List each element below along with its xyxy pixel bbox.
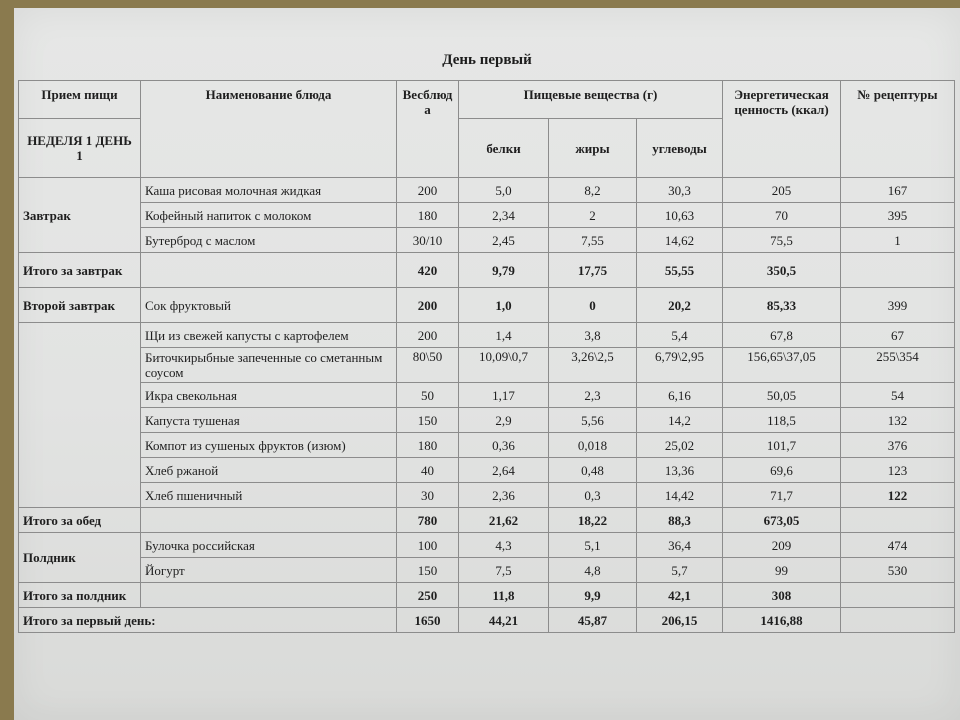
energy-cell: 50,05 [723,383,841,408]
weight-cell: 250 [397,583,459,608]
table-row [19,383,955,408]
proteins-cell: 5,0 [459,178,549,203]
dish-name: Кофейный напиток с молоком [141,203,397,228]
recipe-cell: 67 [841,323,955,348]
carbs-cell: 5,7 [637,558,723,583]
energy-cell: 85,33 [723,288,841,323]
fats-cell: 2 [549,203,637,228]
dish-name: Биточкирыбные запеченные со сметанным соусом [141,348,397,383]
carbs-cell: 88,3 [637,508,723,533]
total-row [19,583,955,608]
total-label: Итого за полдник [19,583,141,608]
weight-cell: 200 [397,178,459,203]
table-row [19,203,955,228]
recipe-cell: 123 [841,458,955,483]
carbs-cell: 55,55 [637,253,723,288]
carbs-cell: 6,16 [637,383,723,408]
energy-cell: 308 [723,583,841,608]
recipe-cell: 1 [841,228,955,253]
header-row-1 [19,81,955,119]
menu-table [18,80,955,633]
proteins-cell: 2,64 [459,458,549,483]
energy-cell: 205 [723,178,841,203]
fats-cell: 45,87 [549,608,637,633]
dish-name: Компот из сушеных фруктов (изюм) [141,433,397,458]
energy-cell: 118,5 [723,408,841,433]
energy-cell: 99 [723,558,841,583]
recipe-cell [841,253,955,288]
dish-name: Бутерброд с маслом [141,228,397,253]
carbs-cell: 42,1 [637,583,723,608]
dish-name: Хлеб пшеничный [141,483,397,508]
fats-cell: 17,75 [549,253,637,288]
weight-cell: 200 [397,323,459,348]
recipe-cell [841,508,955,533]
proteins-cell: 21,62 [459,508,549,533]
weight-cell: 150 [397,408,459,433]
dish-name: Капуста тушеная [141,408,397,433]
proteins-cell: 2,9 [459,408,549,433]
dish-name: Йогурт [141,558,397,583]
weight-cell: 100 [397,533,459,558]
carbs-cell: 14,62 [637,228,723,253]
fats-cell: 8,2 [549,178,637,203]
weight-cell: 780 [397,508,459,533]
carbs-cell: 30,3 [637,178,723,203]
empty-cell [141,583,397,608]
table-row [19,458,955,483]
proteins-cell: 2,45 [459,228,549,253]
energy-cell: 350,5 [723,253,841,288]
proteins-cell: 1,0 [459,288,549,323]
table-row [19,288,955,323]
proteins-cell: 7,5 [459,558,549,583]
recipe-cell: 167 [841,178,955,203]
weight-cell: 80\50 [397,348,459,383]
recipe-cell: 376 [841,433,955,458]
total-row [19,508,955,533]
table-row [19,323,955,348]
recipe-cell: 122 [841,483,955,508]
weight-cell: 150 [397,558,459,583]
meal-lunch-cell [19,323,141,508]
weight-cell: 50 [397,383,459,408]
carbs-cell: 10,63 [637,203,723,228]
recipe-cell: 132 [841,408,955,433]
header-carbs: углеводы [637,119,723,178]
carbs-cell: 5,4 [637,323,723,348]
proteins-cell: 1,17 [459,383,549,408]
proteins-cell: 11,8 [459,583,549,608]
grand-total-label: Итого за первый день: [19,608,397,633]
fats-cell: 5,56 [549,408,637,433]
weight-cell: 180 [397,433,459,458]
empty-cell [141,253,397,288]
dish-name: Щи из свежей капусты с картофелем [141,323,397,348]
table-row [19,558,955,583]
fats-cell: 7,55 [549,228,637,253]
total-label: Итого за завтрак [19,253,141,288]
weight-cell: 40 [397,458,459,483]
fats-cell: 18,22 [549,508,637,533]
recipe-cell: 255\354 [841,348,955,383]
header-meal: Прием пищи [19,81,141,119]
table-row [19,178,955,203]
dish-name: Булочка российская [141,533,397,558]
energy-cell: 156,65\37,05 [723,348,841,383]
table-row [19,228,955,253]
header-energy: Энергетическая ценность (ккал) [723,81,841,178]
weight-cell: 30 [397,483,459,508]
weight-cell: 180 [397,203,459,228]
fats-cell: 5,1 [549,533,637,558]
fats-cell: 3,8 [549,323,637,348]
recipe-cell: 530 [841,558,955,583]
weight-cell: 30/10 [397,228,459,253]
total-label: Итого за обед [19,508,141,533]
total-row [19,253,955,288]
energy-cell: 209 [723,533,841,558]
meal-snack: Полдник [19,533,141,583]
header-weight: Весблюда [397,81,459,178]
fats-cell: 0,018 [549,433,637,458]
header-dish: Наименование блюда [141,81,397,178]
proteins-cell: 9,79 [459,253,549,288]
proteins-cell: 10,09\0,7 [459,348,549,383]
proteins-cell: 2,36 [459,483,549,508]
energy-cell: 70 [723,203,841,228]
recipe-cell: 395 [841,203,955,228]
table-row [19,483,955,508]
empty-cell [141,508,397,533]
weight-cell: 420 [397,253,459,288]
fats-cell: 0,48 [549,458,637,483]
energy-cell: 1416,88 [723,608,841,633]
energy-cell: 673,05 [723,508,841,533]
recipe-cell [841,583,955,608]
fats-cell: 9,9 [549,583,637,608]
recipe-cell: 54 [841,383,955,408]
header-fats: жиры [549,119,637,178]
table-row [19,433,955,458]
table-row [19,533,955,558]
fats-cell: 0 [549,288,637,323]
carbs-cell: 20,2 [637,288,723,323]
carbs-cell: 206,15 [637,608,723,633]
proteins-cell: 4,3 [459,533,549,558]
table-row [19,408,955,433]
proteins-cell: 2,34 [459,203,549,228]
dish-name: Хлеб ржаной [141,458,397,483]
header-recipe: № рецептуры [841,81,955,178]
proteins-cell: 44,21 [459,608,549,633]
dish-name: Икра свекольная [141,383,397,408]
dish-name: Каша рисовая молочная жидкая [141,178,397,203]
dish-name: Сок фруктовый [141,288,397,323]
recipe-cell: 474 [841,533,955,558]
energy-cell: 101,7 [723,433,841,458]
header-proteins: белки [459,119,549,178]
weight-cell: 1650 [397,608,459,633]
meal-breakfast: Завтрак [19,178,141,253]
energy-cell: 71,7 [723,483,841,508]
document-title: День первый [442,52,532,68]
recipe-cell: 399 [841,288,955,323]
meal-second-breakfast: Второй завтрак [19,288,141,323]
header-nutrients: Пищевые вещества (г) [459,81,723,119]
proteins-cell: 0,36 [459,433,549,458]
carbs-cell: 6,79\2,95 [637,348,723,383]
energy-cell: 69,6 [723,458,841,483]
table-row [19,348,955,383]
fats-cell: 0,3 [549,483,637,508]
fats-cell: 3,26\2,5 [549,348,637,383]
proteins-cell: 1,4 [459,323,549,348]
energy-cell: 75,5 [723,228,841,253]
weight-cell: 200 [397,288,459,323]
energy-cell: 67,8 [723,323,841,348]
carbs-cell: 14,42 [637,483,723,508]
carbs-cell: 25,02 [637,433,723,458]
carbs-cell: 14,2 [637,408,723,433]
fats-cell: 4,8 [549,558,637,583]
grand-total-row [19,608,955,633]
fats-cell: 2,3 [549,383,637,408]
carbs-cell: 13,36 [637,458,723,483]
recipe-cell [841,608,955,633]
carbs-cell: 36,4 [637,533,723,558]
week-day-label: НЕДЕЛЯ 1 ДЕНЬ 1 [19,119,141,178]
document-sheet [14,8,960,720]
